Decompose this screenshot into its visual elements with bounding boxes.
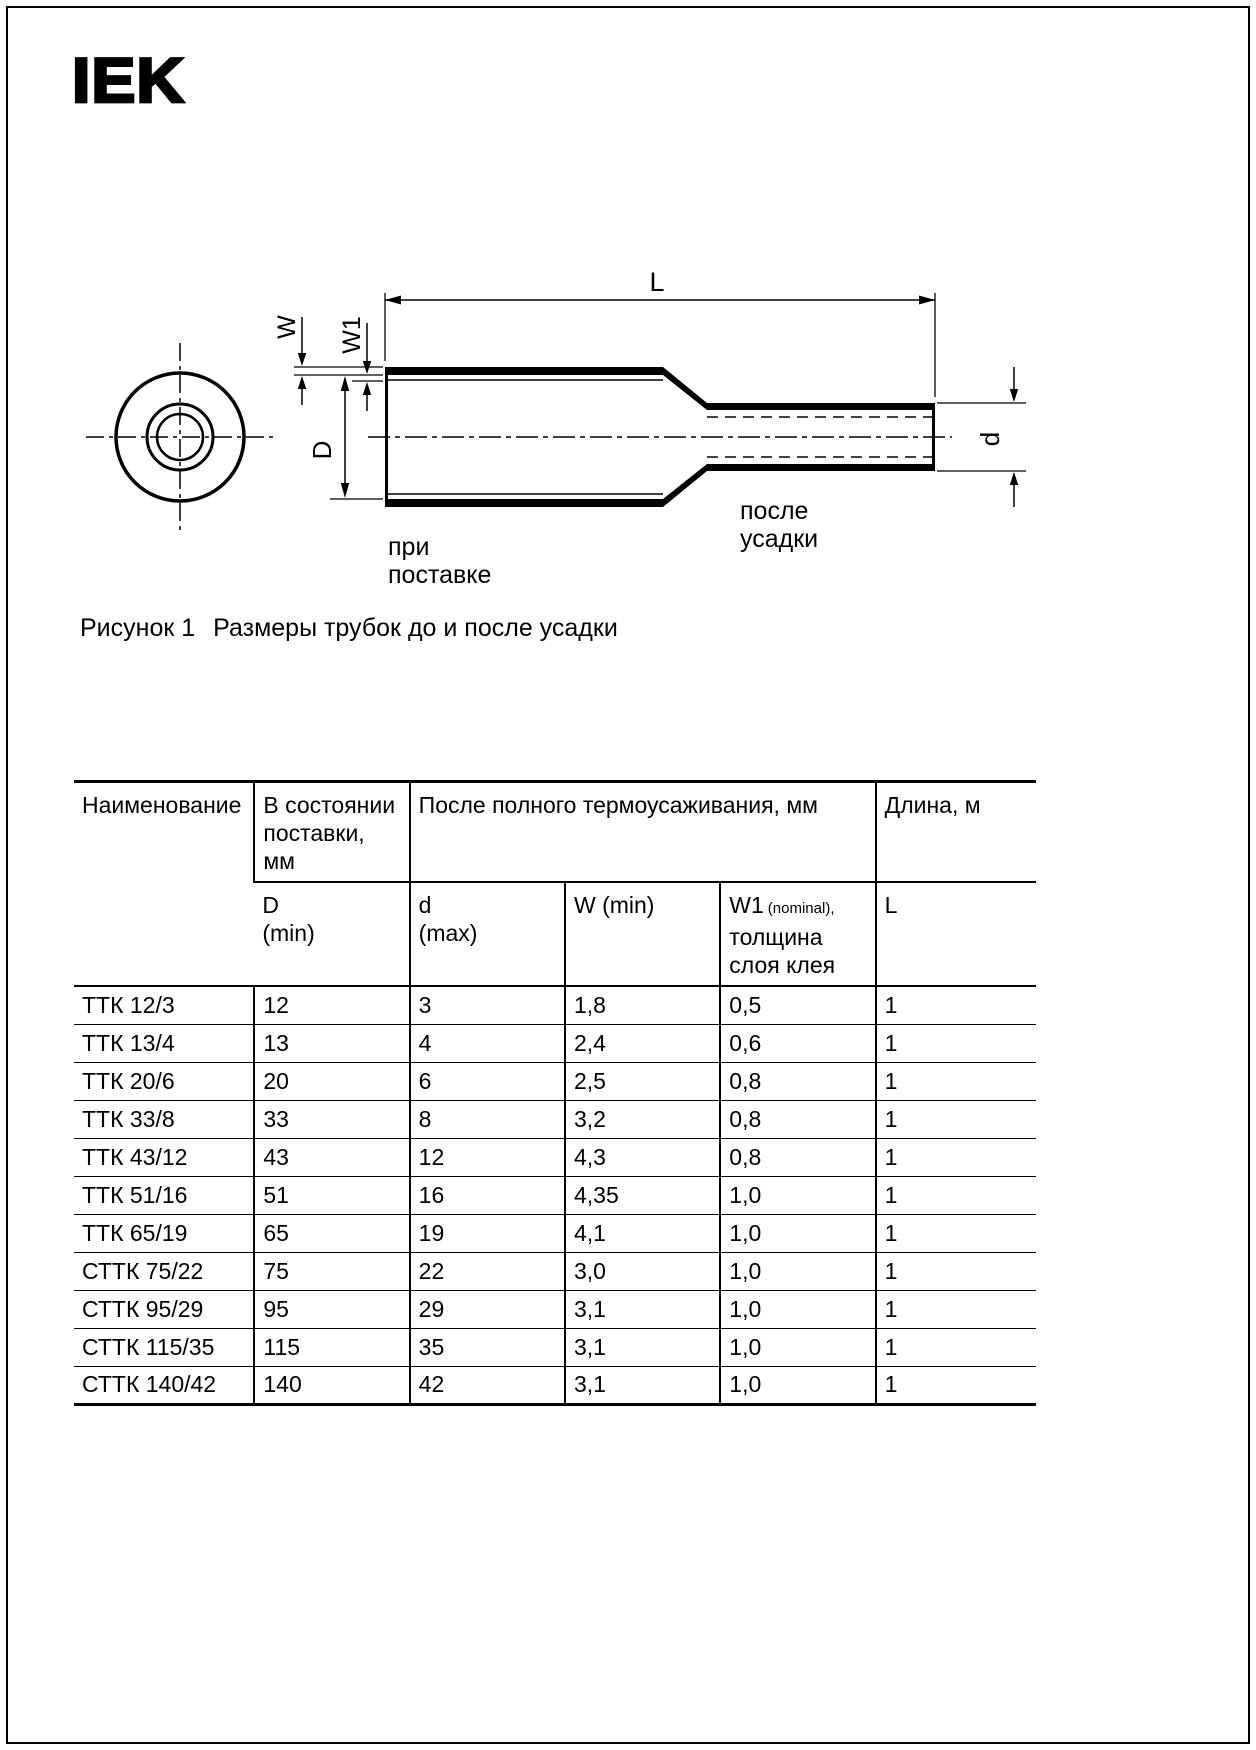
cell-name: ТТК 33/8 — [74, 1100, 254, 1138]
cell-W1: 0,8 — [720, 1062, 875, 1100]
cell-name: ТТК 13/4 — [74, 1024, 254, 1062]
label-after-line2: усадки — [740, 525, 819, 553]
header-delivery-state: В состоянии поставки, мм — [254, 782, 409, 883]
cell-name: ТТК 51/16 — [74, 1176, 254, 1214]
cell-d: 42 — [410, 1366, 565, 1404]
cell-d: 12 — [410, 1138, 565, 1176]
table-row — [74, 1176, 1036, 1214]
dim-label-D: D — [307, 440, 337, 460]
cell-D: 51 — [254, 1176, 409, 1214]
cell-W1: 1,0 — [720, 1328, 875, 1366]
cell-name: ТТК 20/6 — [74, 1062, 254, 1100]
cell-d: 8 — [410, 1100, 565, 1138]
cell-name: СТТК 75/22 — [74, 1252, 254, 1290]
cell-W1: 0,8 — [720, 1100, 875, 1138]
cell-W: 3,1 — [565, 1366, 720, 1404]
table-row — [74, 1252, 1036, 1290]
cell-D: 33 — [254, 1100, 409, 1138]
cell-d: 4 — [410, 1024, 565, 1062]
table-row — [74, 1138, 1036, 1176]
cell-W: 3,1 — [565, 1290, 720, 1328]
cell-L: 1 — [876, 1214, 1036, 1252]
cell-W: 4,1 — [565, 1214, 720, 1252]
front-view — [86, 343, 274, 531]
cell-d: 35 — [410, 1328, 565, 1366]
table-header-row-1 — [74, 782, 1036, 883]
subheader-D-min: D (min) — [254, 882, 409, 986]
cell-name: ТТК 43/12 — [74, 1138, 254, 1176]
cell-W: 4,35 — [565, 1176, 720, 1214]
cell-W: 2,5 — [565, 1062, 720, 1100]
table-row — [74, 986, 1036, 1024]
cell-W: 2,4 — [565, 1024, 720, 1062]
dim-label-L: L — [649, 267, 665, 297]
label-before-line2: поставке — [388, 561, 492, 589]
dimension-drawing — [0, 255, 1256, 605]
cell-d: 3 — [410, 986, 565, 1024]
figure-caption-text: Размеры трубок до и после усадки — [213, 614, 618, 642]
dim-label-W1: W1 — [338, 316, 366, 354]
cell-D: 140 — [254, 1366, 409, 1404]
table-row — [74, 1214, 1036, 1252]
dim-label-d: d — [975, 431, 1005, 447]
cell-name: СТТК 115/35 — [74, 1328, 254, 1366]
cell-W1: 1,0 — [720, 1214, 875, 1252]
annotation-before-shrink — [388, 533, 491, 589]
annotation-after-shrink — [740, 497, 818, 553]
dim-label-W: W — [273, 315, 301, 339]
cell-L: 1 — [876, 1252, 1036, 1290]
table-row — [74, 1328, 1036, 1366]
side-view — [368, 367, 952, 507]
dimensions-table — [74, 780, 1036, 1406]
cell-L: 1 — [876, 1138, 1036, 1176]
cell-D: 20 — [254, 1062, 409, 1100]
cell-W1: 0,5 — [720, 986, 875, 1024]
table-row — [74, 1062, 1036, 1100]
cell-L: 1 — [876, 1366, 1036, 1404]
table-body — [74, 986, 1036, 1404]
header-length: Длина, м — [876, 782, 1036, 883]
cell-L: 1 — [876, 1024, 1036, 1062]
label-before-line1: при — [388, 533, 430, 561]
cell-d: 29 — [410, 1290, 565, 1328]
cell-W: 3,2 — [565, 1100, 720, 1138]
header-after-shrink: После полного термоусаживания, мм — [410, 782, 876, 883]
subheader-d-max: d (max) — [410, 882, 565, 986]
cell-W: 3,0 — [565, 1252, 720, 1290]
table-row — [74, 1024, 1036, 1062]
table-row — [74, 1366, 1036, 1404]
cell-d: 22 — [410, 1252, 565, 1290]
cell-W1: 1,0 — [720, 1252, 875, 1290]
table-header — [74, 782, 1036, 987]
cell-L: 1 — [876, 1100, 1036, 1138]
cell-L: 1 — [876, 1176, 1036, 1214]
cell-D: 115 — [254, 1328, 409, 1366]
cell-name: ТТК 12/3 — [74, 986, 254, 1024]
label-after-line1: после — [740, 497, 809, 525]
iek-logo: IEK — [72, 44, 186, 116]
subheader-L: L — [876, 882, 1036, 986]
cell-name: СТТК 95/29 — [74, 1290, 254, 1328]
subheader-W-min: W (min) — [565, 882, 720, 986]
cell-D: 75 — [254, 1252, 409, 1290]
cell-D: 43 — [254, 1138, 409, 1176]
cell-D: 13 — [254, 1024, 409, 1062]
cell-name: ТТК 65/19 — [74, 1214, 254, 1252]
cell-d: 16 — [410, 1176, 565, 1214]
cell-W1: 0,6 — [720, 1024, 875, 1062]
cell-L: 1 — [876, 1290, 1036, 1328]
header-name: Наименование — [74, 782, 254, 987]
cell-L: 1 — [876, 986, 1036, 1024]
cell-W1: 1,0 — [720, 1366, 875, 1404]
figure-caption-number: Рисунок 1 — [80, 614, 196, 642]
cell-D: 12 — [254, 986, 409, 1024]
cell-L: 1 — [876, 1062, 1036, 1100]
table-row — [74, 1100, 1036, 1138]
cell-L: 1 — [876, 1328, 1036, 1366]
cell-W: 4,3 — [565, 1138, 720, 1176]
figure-caption — [80, 614, 618, 643]
cell-W: 1,8 — [565, 986, 720, 1024]
cell-W1: 0,8 — [720, 1138, 875, 1176]
cell-name: СТТК 140/42 — [74, 1366, 254, 1404]
cell-W1: 1,0 — [720, 1176, 875, 1214]
cell-D: 65 — [254, 1214, 409, 1252]
cell-d: 19 — [410, 1214, 565, 1252]
dimension-L — [385, 267, 935, 397]
cell-W: 3,1 — [565, 1328, 720, 1366]
cell-d: 6 — [410, 1062, 565, 1100]
subheader-W1-nominal: W1 (nominal), толщина слоя клея — [720, 882, 875, 986]
cell-D: 95 — [254, 1290, 409, 1328]
cell-W1: 1,0 — [720, 1290, 875, 1328]
table-row — [74, 1290, 1036, 1328]
